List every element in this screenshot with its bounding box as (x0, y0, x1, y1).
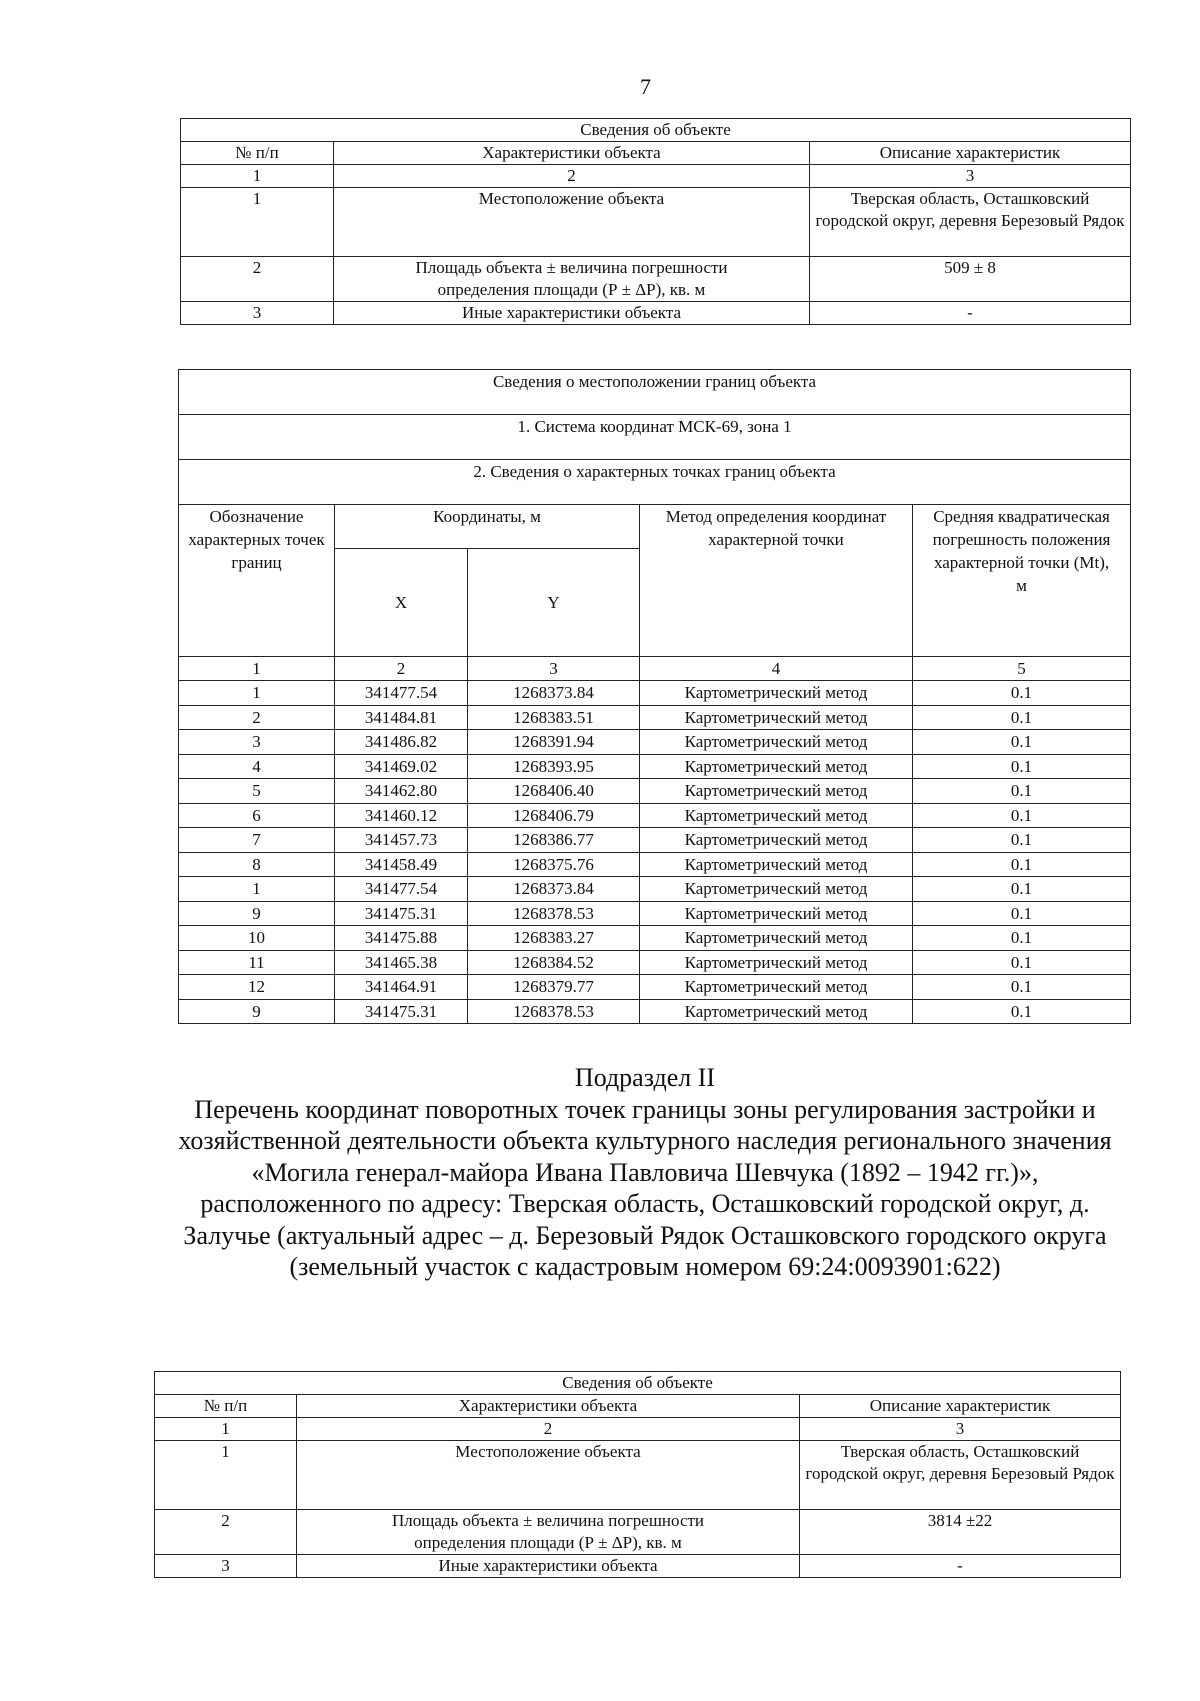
method: Картометрический метод (640, 975, 913, 1000)
points-title-row (179, 460, 1131, 505)
row-number: 3 (181, 302, 334, 325)
header-number: № п/п (155, 1395, 297, 1418)
error: 0.1 (913, 975, 1131, 1000)
boundary-title: Сведения о местоположении границ объекта (179, 370, 1131, 415)
coord-x: 341484.81 (335, 705, 468, 730)
table-header-row (181, 142, 1131, 165)
coord-x: 341464.91 (335, 975, 468, 1000)
header-coords: Координаты, м (335, 505, 640, 549)
row-value: - (810, 302, 1131, 325)
coord-y: 1268373.84 (468, 681, 640, 706)
coord-y: 1268406.79 (468, 803, 640, 828)
row-number: 1 (181, 188, 334, 257)
point-id: 2 (179, 705, 335, 730)
error: 0.1 (913, 803, 1131, 828)
table-title-row (179, 370, 1131, 415)
index-cell: 1 (181, 165, 334, 188)
subsection-title: Подраздел II (574, 1063, 716, 1092)
table-row (179, 681, 1131, 706)
row-number: 2 (155, 1510, 297, 1555)
row-characteristic: Площадь объекта ± величина погрешности определения площади (Р ± ΔР), кв. м (297, 1510, 800, 1555)
index-cell: 4 (640, 657, 913, 681)
header-description: Описание характеристик (800, 1395, 1121, 1418)
method: Картометрический метод (640, 754, 913, 779)
method: Картометрический метод (640, 779, 913, 804)
table-row (179, 754, 1131, 779)
coord-y: 1268386.77 (468, 828, 640, 853)
coord-x: 341460.12 (335, 803, 468, 828)
coord-y: 1268373.84 (468, 877, 640, 902)
table-header-row (155, 1395, 1121, 1418)
coord-y: 1268375.76 (468, 852, 640, 877)
table-row (155, 1441, 1121, 1510)
point-id: 9 (179, 901, 335, 926)
method: Картометрический метод (640, 705, 913, 730)
index-cell: 3 (468, 657, 640, 681)
page-number: 7 (640, 74, 651, 99)
index-cell: 1 (179, 657, 335, 681)
coord-y: 1268384.52 (468, 950, 640, 975)
coord-x: 341462.80 (335, 779, 468, 804)
table-row (179, 999, 1131, 1024)
error: 0.1 (913, 950, 1131, 975)
error: 0.1 (913, 681, 1131, 706)
point-id: 1 (179, 681, 335, 706)
method: Картометрический метод (640, 999, 913, 1024)
subsection-text: Перечень координат поворотных точек границы зоны регулирования застройки и хозяйственной деятельности объекта культурного наследия регионального значения «Могила генерал-майора Ивана Павловича Шевчука (1892 – 1942 гг.)», расположенного по адресу: Тверская область, Осташковский городской округ, д. Залучье (актуальный адрес – д. Березовый Рядок Осташковского городского округа (земельный участок с кадастровым номером 69:24:0093901:622) (178, 1094, 1112, 1281)
header-description: Описание характеристик (810, 142, 1131, 165)
row-value: - (800, 1555, 1121, 1578)
row-characteristic: Иные характеристики объекта (334, 302, 810, 325)
header-characteristics: Характеристики объекта (334, 142, 810, 165)
point-id: 1 (179, 877, 335, 902)
header-y: Y (468, 549, 640, 657)
row-characteristic: Местоположение объекта (297, 1441, 800, 1510)
error: 0.1 (913, 730, 1131, 755)
table-row (179, 901, 1131, 926)
row-characteristic: Иные характеристики объекта (297, 1555, 800, 1578)
object-info-table-2 (154, 1371, 1121, 1578)
error: 0.1 (913, 754, 1131, 779)
method: Картометрический метод (640, 803, 913, 828)
subsection (160, 1062, 1130, 1283)
method: Картометрический метод (640, 877, 913, 902)
method: Картометрический метод (640, 901, 913, 926)
row-characteristic: Площадь объекта ± величина погрешности определения площади (Р ± ΔР), кв. м (334, 257, 810, 302)
table-title-row (181, 119, 1131, 142)
table-row (181, 302, 1131, 325)
row-value: Тверская область, Осташковский городской округ, деревня Березовый Рядок (800, 1441, 1121, 1510)
table-row (179, 779, 1131, 804)
method: Картометрический метод (640, 950, 913, 975)
table-row (179, 803, 1131, 828)
coord-x: 341477.54 (335, 877, 468, 902)
error: 0.1 (913, 705, 1131, 730)
point-id: 5 (179, 779, 335, 804)
index-cell: 5 (913, 657, 1131, 681)
row-number: 2 (181, 257, 334, 302)
index-cell: 1 (155, 1418, 297, 1441)
coord-y: 1268391.94 (468, 730, 640, 755)
table-row (155, 1555, 1121, 1578)
coord-y: 1268378.53 (468, 999, 640, 1024)
index-cell: 3 (800, 1418, 1121, 1441)
point-id: 11 (179, 950, 335, 975)
table-title: Сведения об объекте (181, 119, 1131, 142)
table-row (179, 877, 1131, 902)
table-row (179, 852, 1131, 877)
points-title: 2. Сведения о характерных точках границ объекта (179, 460, 1131, 505)
row-number: 1 (155, 1441, 297, 1510)
header-x: X (335, 549, 468, 657)
point-id: 9 (179, 999, 335, 1024)
table-header-row (179, 505, 1131, 549)
table-row (179, 975, 1131, 1000)
table-index-row (181, 165, 1131, 188)
coord-x: 341457.73 (335, 828, 468, 853)
method: Картометрический метод (640, 681, 913, 706)
table-row (179, 926, 1131, 951)
header-method: Метод определения координат характерной точки (640, 505, 913, 657)
index-cell: 2 (297, 1418, 800, 1441)
header-characteristics: Характеристики объекта (297, 1395, 800, 1418)
error: 0.1 (913, 926, 1131, 951)
error: 0.1 (913, 852, 1131, 877)
coord-x: 341475.31 (335, 901, 468, 926)
row-value: 509 ± 8 (810, 257, 1131, 302)
method: Картометрический метод (640, 852, 913, 877)
point-id: 12 (179, 975, 335, 1000)
table-row (179, 730, 1131, 755)
table-row (181, 188, 1131, 257)
row-characteristic: Местоположение объекта (334, 188, 810, 257)
header-number: № п/п (181, 142, 334, 165)
coord-y: 1268379.77 (468, 975, 640, 1000)
table-row (181, 257, 1131, 302)
method: Картометрический метод (640, 926, 913, 951)
coord-y: 1268393.95 (468, 754, 640, 779)
point-id: 8 (179, 852, 335, 877)
coord-y: 1268378.53 (468, 901, 640, 926)
index-cell: 2 (334, 165, 810, 188)
point-id: 3 (179, 730, 335, 755)
method: Картометрический метод (640, 730, 913, 755)
table-index-row (179, 657, 1131, 681)
table-row (179, 950, 1131, 975)
coord-y: 1268383.27 (468, 926, 640, 951)
header-point: Обозначение характерных точек границ (179, 505, 335, 657)
table-index-row (155, 1418, 1121, 1441)
coord-x: 341475.31 (335, 999, 468, 1024)
coord-x: 341486.82 (335, 730, 468, 755)
row-value: Тверская область, Осташковский городской округ, деревня Березовый Рядок (810, 188, 1131, 257)
table-title-row (155, 1372, 1121, 1395)
method: Картометрический метод (640, 828, 913, 853)
header-error: Средняя квадратическая погрешность положения характерной точки (Mt), м (913, 505, 1131, 657)
coord-system-row (179, 415, 1131, 460)
coord-system: 1. Система координат МСК-69, зона 1 (179, 415, 1131, 460)
table-row (179, 705, 1131, 730)
point-id: 6 (179, 803, 335, 828)
coord-x: 341477.54 (335, 681, 468, 706)
row-value: 3814 ±22 (800, 1510, 1121, 1555)
error: 0.1 (913, 779, 1131, 804)
error: 0.1 (913, 828, 1131, 853)
index-cell: 2 (335, 657, 468, 681)
boundary-info-table (178, 369, 1131, 1024)
row-number: 3 (155, 1555, 297, 1578)
table-title: Сведения об объекте (155, 1372, 1121, 1395)
point-id: 4 (179, 754, 335, 779)
error: 0.1 (913, 999, 1131, 1024)
coord-x: 341469.02 (335, 754, 468, 779)
object-info-table (180, 118, 1131, 325)
point-id: 10 (179, 926, 335, 951)
table-row (179, 828, 1131, 853)
error: 0.1 (913, 901, 1131, 926)
coord-y: 1268406.40 (468, 779, 640, 804)
point-id: 7 (179, 828, 335, 853)
coord-x: 341475.88 (335, 926, 468, 951)
index-cell: 3 (810, 165, 1131, 188)
coord-x: 341458.49 (335, 852, 468, 877)
error: 0.1 (913, 877, 1131, 902)
table-row (155, 1510, 1121, 1555)
coord-y: 1268383.51 (468, 705, 640, 730)
coord-x: 341465.38 (335, 950, 468, 975)
